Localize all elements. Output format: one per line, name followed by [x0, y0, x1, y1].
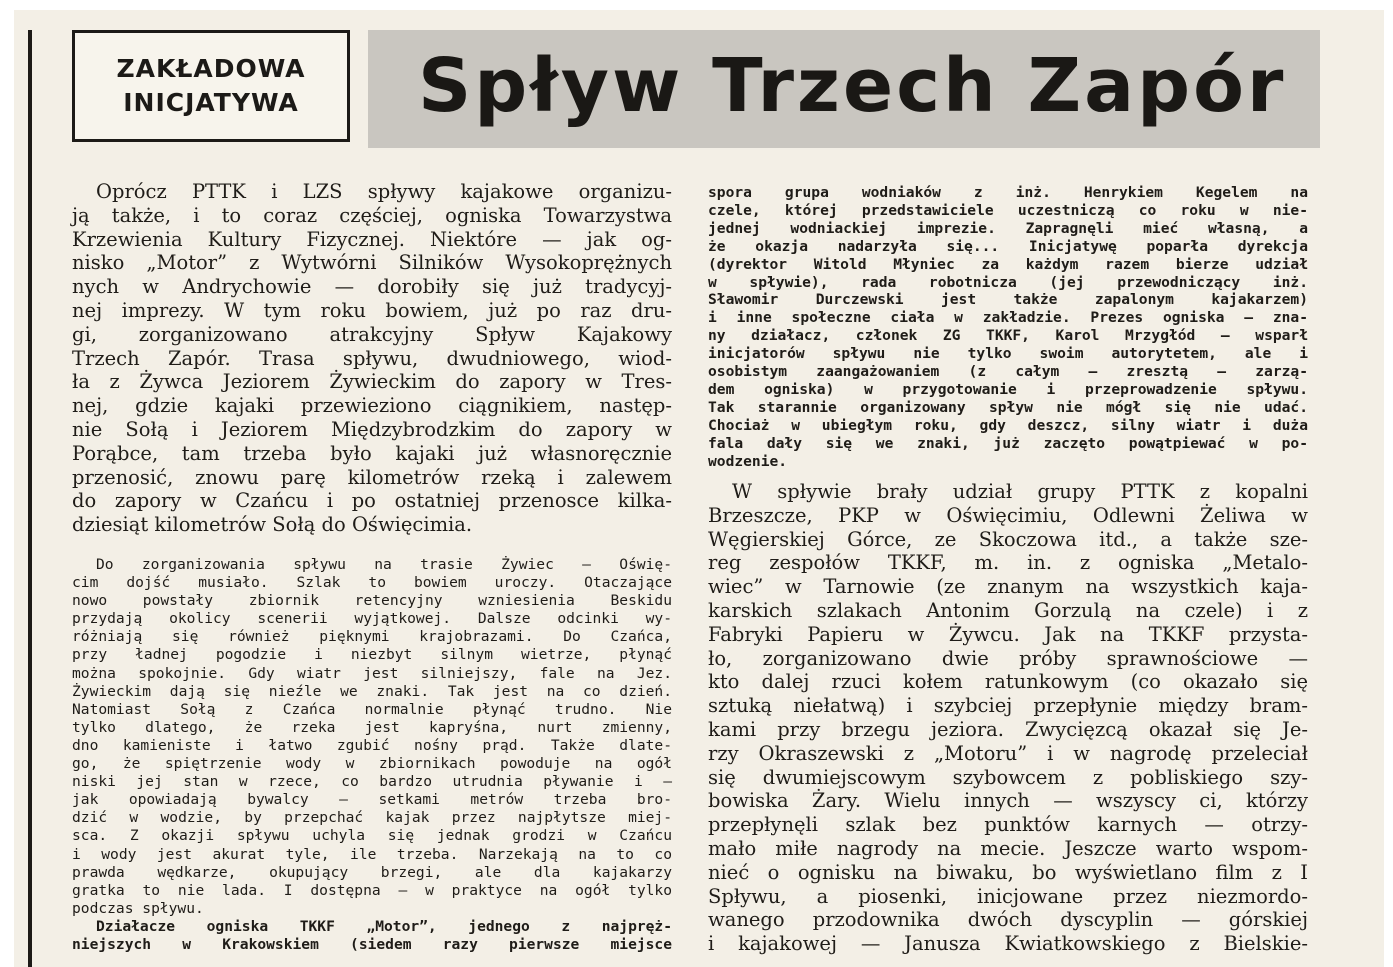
headline: Spływ Trzech Zapór: [418, 43, 1287, 129]
text-line: kami przy brzegu jeziora. Zwycięzcą okazał się Je-: [708, 717, 1308, 741]
text-line: Krzewienia Kultury Fizycznej. Niektóre — jak og-: [72, 227, 672, 251]
right-paragraph-2: [708, 480, 1308, 956]
text-line: i kajakowej — Janusza Kwiatkowskiego z Bielskie-: [708, 932, 1308, 956]
text-line: nisko „Motor” z Wytwórni Silników Wysokoprężnych: [72, 251, 672, 275]
text-line: niski jej stan w rzece, co bardzo utrudnia pływanie i —: [72, 773, 672, 791]
text-line: ją także, i to coraz częściej, ogniska Towarzystwa: [72, 203, 672, 227]
text-line: bowiska Żary. Wielu innych — wszyscy ci, którzy: [708, 789, 1308, 813]
text-line: nych w Andrychowie — dorobiły się już tradycyj-: [72, 275, 672, 299]
body-paragraph-2: [72, 556, 672, 918]
text-line: można spokojnie. Gdy wiatr jest silniejszy, fale na Jez.: [72, 664, 672, 682]
text-line: Węgierskiej Górce, ze Skoczowa itd., a także sze-: [708, 527, 1308, 551]
text-line: Żywieckim dają się nieźle we znaki. Tak jest na co dzień.: [72, 682, 672, 700]
text-line: reg zespołów TKKF, m. in. z ogniska „Metalo-: [708, 551, 1308, 575]
text-line: podczas spływu.: [72, 899, 204, 917]
text-line: przydają okolicy scenerii wyjątkowej. Dalsze odcinki wy-: [72, 610, 672, 628]
text-line: ła z Żywca Jeziorem Żywieckim do zapory w Tres-: [72, 370, 672, 394]
text-line: nie Sołą i Jeziorem Międzybrodzkim do zapory w: [72, 417, 672, 441]
text-line: sztuką niełatwą) i szybciej przepłynie między bram-: [708, 694, 1308, 718]
body-paragraph-3: [72, 918, 672, 954]
text-line: Tak starannie organizowany spływ nie mógł się nie udać.: [708, 398, 1308, 416]
text-line: prawda wędkarze, okupujący brzegi, ale dla kajakarzy: [72, 863, 672, 881]
text-line: Do zorganizowania spływu na trasie Żywiec — Oświę-: [96, 556, 672, 573]
text-line: przy ładnej pogodzie i niezbyt silnym wietrze, płynąć: [72, 646, 672, 664]
text-line: w spływie), rada robotnicza (jej przewodniczący inż.: [708, 273, 1308, 291]
text-line: nowo powstały zbiornik retencyjny wzniesienia Beskidu: [72, 592, 672, 610]
right-paragraph-1: [708, 184, 1308, 471]
text-line: przepłynęli szlak bez punktów karnych — otrzy-: [708, 813, 1308, 837]
text-line: Brzeszcze, PKP w Oświęcimiu, Odlewni Żeliwa w: [708, 503, 1308, 527]
text-line: Porąbce, tam trzeba było kajaki już własnoręcznie: [72, 441, 672, 465]
text-line: i inne społeczne ciała w zakładzie. Prezes ogniska — zna-: [708, 309, 1308, 327]
text-line: inicjatorów spływu nie tylko swoim autorytetem, ale i: [708, 345, 1308, 363]
section-kicker-box: [72, 30, 350, 142]
text-line: spora grupa wodniaków z inż. Henrykiem Kegelem na: [708, 184, 1308, 201]
text-line: mało miłe nagrody na mecie. Jeszcze warto wspom-: [708, 836, 1308, 860]
text-line: osobistym zaangażowaniem (z całym — zresztą — zarzą-: [708, 363, 1308, 381]
text-line: rzy Okraszewski z „Motoru” i w nagrodę przeleciał: [708, 741, 1308, 765]
text-line: kto dalej rzuci kołem ratunkowym (co okazało się: [708, 670, 1308, 694]
text-line: przenosić, znowu parę kilometrów rzeką i zalewem: [72, 465, 672, 489]
text-line: (dyrektor Witold Młyniec za każdym razem bierze udział: [708, 255, 1308, 273]
text-line: nej imprezy. W tym roku bowiem, już po raz dru-: [72, 298, 672, 322]
kicker-line-2: INICJATYWA: [123, 88, 299, 117]
text-line: sca. Z okazji spływu uchyla się jednak grodzi w Czańcu: [72, 827, 672, 845]
text-line: Oprócz PTTK i LZS spływy kajakowe organizu-: [96, 180, 672, 203]
text-line: nieć o ognisku na biwaku, bo wyświetlano film z I: [708, 860, 1308, 884]
text-line: czele, której przedstawiciele uczestniczą co roku w nie-: [708, 201, 1308, 219]
text-line: Działacze ogniska TKKF „Motor”, jednego z najpręż-: [96, 918, 672, 935]
text-line: Natomiast Sołą z Czańca normalnie płynąć trudno. Nie: [72, 700, 672, 718]
text-line: Spływu, a piosenki, inicjowane przez niezmordo-: [708, 884, 1308, 908]
text-line: cim dojść musiało. Szlak to bowiem uroczy. Otaczające: [72, 574, 672, 592]
intro-paragraph: [72, 180, 672, 537]
text-line: i wody jest akurat tyle, ile trzeba. Narzekają na to co: [72, 845, 672, 863]
text-line: się dwumiejscowym szybowcem z pobliskiego szy-: [708, 765, 1308, 789]
text-line: wanego przodownika dwóch dyscyplin — górskiej: [708, 908, 1308, 932]
text-line: W spływie brały udział grupy PTTK z kopalni: [732, 480, 1308, 503]
text-line: niejszych w Krakowskiem (siedem razy pierwsze miejsce: [72, 935, 672, 953]
text-line: różniają się również pięknymi krajobrazami. Do Czańca,: [72, 628, 672, 646]
text-line: Fabryki Papieru w Żywcu. Jak na TKKF przysta-: [708, 622, 1308, 646]
text-line: wiec” w Tarnowie (ze znanym na wszystkich kaja-: [708, 575, 1308, 599]
text-line: nej, gdzie kajaki przewieziono ciągnikiem, następ-: [72, 394, 672, 418]
text-line: gratka to nie lada. I dostępna — w praktyce na ogół tylko: [72, 881, 672, 899]
text-line: dziesiąt kilometrów Sołą do Oświęcimia.: [72, 513, 473, 537]
text-line: do zapory w Czańcu i po ostatniej przenosce kilka-: [72, 489, 672, 513]
text-line: dno kamieniste i łatwo zgubić nośny prąd. Także dlate-: [72, 736, 672, 754]
text-line: fala dały się we znaki, już zaczęto powątpiewać w po-: [708, 434, 1308, 452]
text-line: go, że spiętrzenie wody w zbiornikach powoduje na ogół: [72, 755, 672, 773]
text-line: dem ogniska) w przygotowanie i przeprowadzenie spływu.: [708, 380, 1308, 398]
vertical-rule: [28, 30, 32, 967]
text-line: ny działacz, członek ZG TKKF, Karol Mrzygłód — wsparł: [708, 327, 1308, 345]
text-line: Sławomir Durczewski jest także zapalonym kajakarzem): [708, 291, 1308, 309]
text-line: dzić w wodzie, by przepchać kajak przez najpłytsze miej-: [72, 809, 672, 827]
text-line: tylko dlatego, że rzeka jest kapryśna, nurt zmienny,: [72, 718, 672, 736]
text-line: jak opowiadają bywalcy — setkami metrów trzeba bro-: [72, 791, 672, 809]
text-line: że okazja nadarzyła się... Inicjatywę poparła dyrekcja: [708, 237, 1308, 255]
text-line: gi, zorganizowano atrakcyjny Spływ Kajakowy: [72, 322, 672, 346]
text-line: Trzech Zapór. Trasa spływu, dwudniowego, wiod-: [72, 346, 672, 370]
text-line: wodzenie.: [708, 452, 788, 470]
text-line: ło, zorganizowano dwie próby sprawnościowe —: [708, 646, 1308, 670]
text-line: karskich szlakach Antonim Gorzulą na czele) i z: [708, 598, 1308, 622]
text-line: jednej wodniackiej imprezie. Zapragnęli mieć własną, a: [708, 219, 1308, 237]
kicker-line-1: ZAKŁADOWA: [116, 54, 306, 83]
text-line: Chociaż w ubiegłym roku, gdy deszcz, silny wiatr i duża: [708, 416, 1308, 434]
